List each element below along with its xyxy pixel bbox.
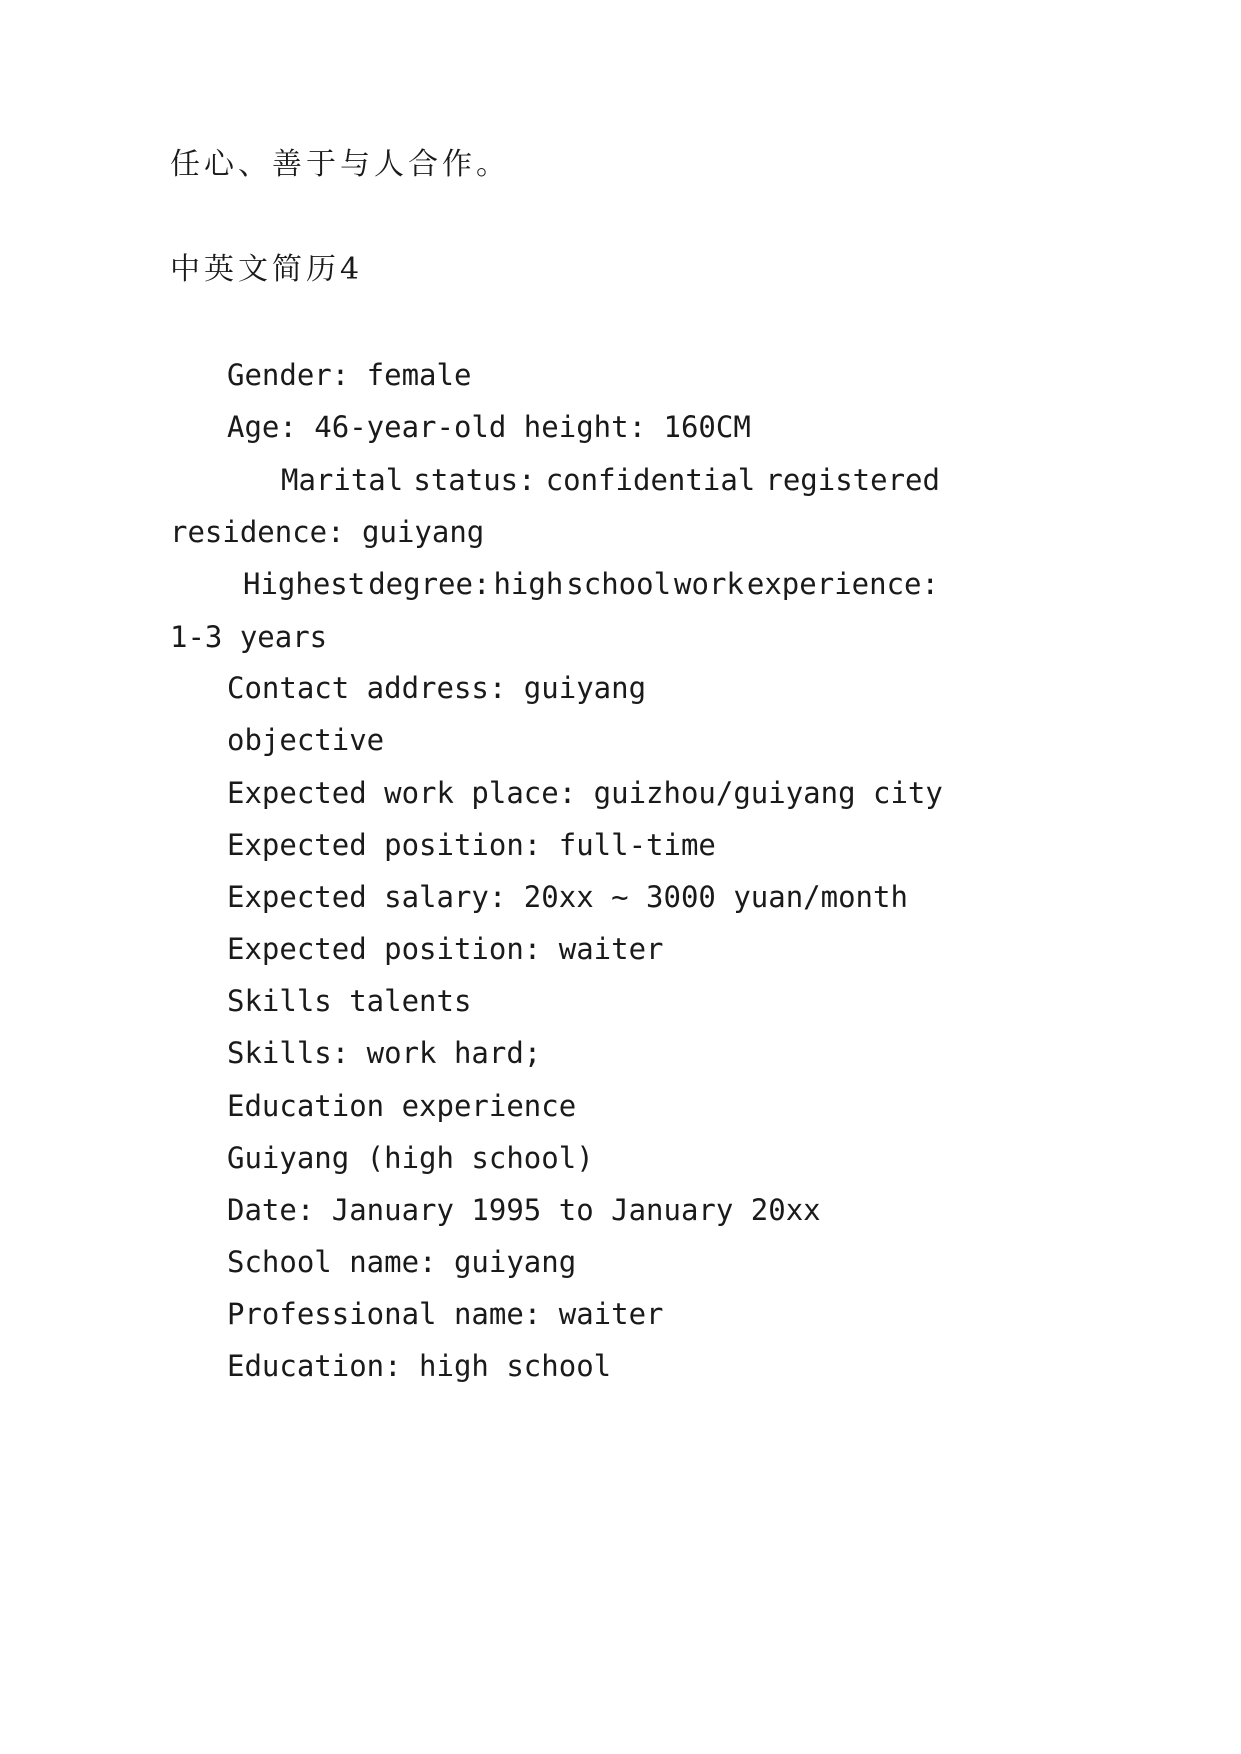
education-level-line: Education: high school (227, 1349, 612, 1383)
degree-word: Highest (243, 567, 366, 601)
expected-position-role-line: Expected position: waiter (227, 932, 664, 966)
degree-word: degree: (368, 567, 491, 601)
marital-word: confidential (545, 463, 756, 497)
marital-word: Marital (281, 463, 404, 497)
marital-word: status: (413, 463, 536, 497)
professional-name-line: Professional name: waiter (227, 1297, 664, 1331)
school-entry-line: Guiyang (high school) (227, 1141, 594, 1175)
marital-status-line (281, 463, 940, 497)
degree-word: experience: (746, 567, 939, 601)
residence-line: residence: guiyang (170, 515, 485, 549)
degree-experience-line (243, 567, 939, 601)
expected-position-type-line: Expected position: full-time (227, 828, 716, 862)
gender-line: Gender: female (227, 358, 472, 392)
education-heading: Education experience (227, 1089, 577, 1123)
expected-salary-line: Expected salary: 20xx ~ 3000 yuan/month (227, 880, 908, 914)
degree-word: school (566, 567, 672, 601)
section-title: 中英文简历4 (170, 252, 364, 287)
objective-heading: objective (227, 723, 385, 757)
school-name-line: School name: guiyang (227, 1245, 577, 1279)
marital-word: registered (765, 463, 940, 497)
degree-word: high (493, 567, 564, 601)
degree-word: work (674, 567, 744, 601)
contact-address-line: Contact address: guiyang (227, 671, 647, 705)
experience-years-line: 1-3 years (170, 620, 328, 654)
skills-heading: Skills talents (227, 984, 472, 1018)
age-height-line: Age: 46-year-old height: 160CM (227, 410, 751, 444)
date-range-line: Date: January 1995 to January 20xx (227, 1193, 821, 1227)
continuation-text: 任心、善于与人合作。 (170, 147, 510, 182)
skills-line: Skills: work hard; (227, 1036, 542, 1070)
expected-place-line: Expected work place: guizhou/guiyang city (227, 776, 943, 810)
